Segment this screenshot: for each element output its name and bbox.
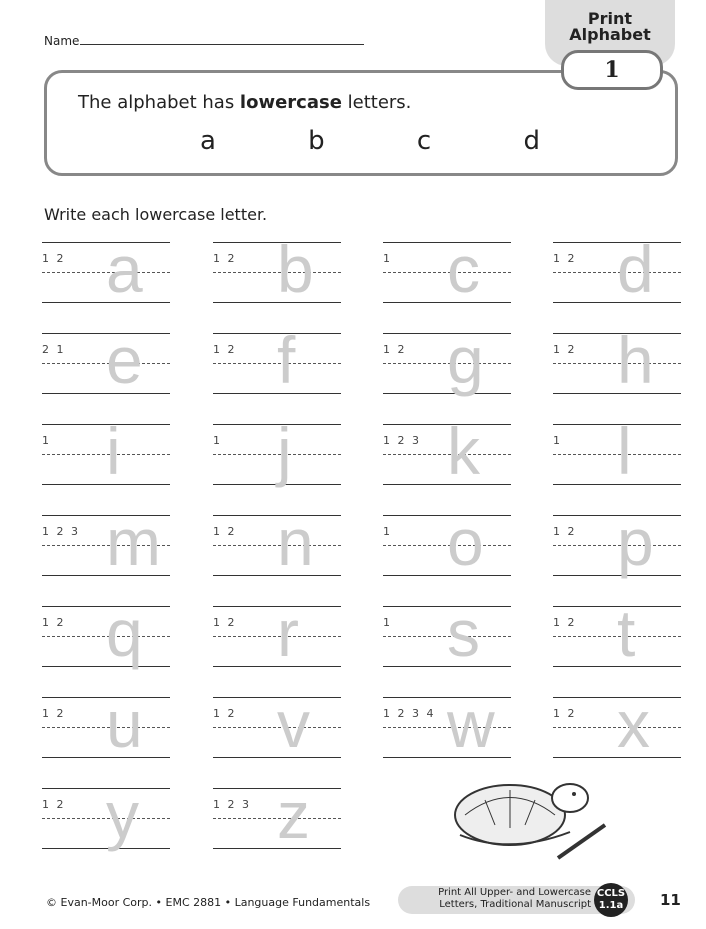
name-line[interactable] (80, 44, 364, 45)
unit-number: 1 (561, 50, 663, 90)
tab-title-1: Print (587, 9, 633, 28)
intro-letter: d (523, 126, 540, 156)
intro-text (78, 92, 411, 113)
trace-letter: y (106, 778, 139, 852)
trace-letter: f (277, 323, 296, 397)
stroke-order-numbers: 1 2 (553, 707, 577, 720)
trace-letter: d (617, 232, 654, 306)
letter-practice-cell[interactable] (383, 414, 511, 514)
trace-letter: n (277, 505, 314, 579)
trace-letter: x (617, 687, 650, 761)
letter-practice-cell[interactable] (553, 232, 681, 332)
letter-practice-cell[interactable] (553, 323, 681, 423)
letter-practice-cell[interactable] (213, 687, 341, 787)
stroke-order-numbers: 2 1 (42, 343, 66, 356)
letter-practice-cell[interactable] (213, 414, 341, 514)
intro-letter: c (416, 126, 432, 156)
intro-letter: a (200, 126, 216, 156)
stroke-order-numbers: 1 2 (42, 252, 66, 265)
stroke-order-numbers: 1 2 3 (42, 525, 80, 538)
ccls-badge (594, 883, 628, 917)
stroke-order-numbers: 1 2 (213, 525, 237, 538)
letter-practice-cell[interactable] (553, 414, 681, 514)
trace-letter: p (617, 505, 654, 579)
letter-practice-cell[interactable] (42, 232, 170, 332)
trace-letter: v (277, 687, 310, 761)
trace-letter: i (106, 414, 121, 488)
standard-line-1: Print All Upper- and Lowercase (438, 887, 591, 898)
stroke-order-numbers: 1 (42, 434, 51, 447)
tab-title-2: Alphabet (569, 25, 651, 44)
stroke-order-numbers: 1 2 (42, 707, 66, 720)
trace-letter: l (617, 414, 632, 488)
intro-text-bold: lowercase (239, 92, 342, 113)
ccls-label: CCLS (596, 888, 626, 899)
trace-letter: w (447, 687, 495, 761)
letter-practice-cell[interactable] (553, 596, 681, 696)
stroke-order-numbers: 1 2 (213, 616, 237, 629)
letter-practice-cell[interactable] (42, 596, 170, 696)
stroke-order-numbers: 1 (383, 252, 392, 265)
stroke-order-numbers: 1 (553, 434, 562, 447)
trace-letter: t (617, 596, 636, 670)
letter-practice-cell[interactable] (383, 596, 511, 696)
letter-practice-cell[interactable] (42, 778, 170, 878)
letter-practice-cell[interactable] (42, 505, 170, 605)
trace-letter: b (277, 232, 314, 306)
trace-letter: a (106, 232, 143, 306)
trace-letter: g (447, 323, 484, 397)
stroke-order-numbers: 1 2 (553, 525, 577, 538)
stroke-order-numbers: 1 2 3 (213, 798, 251, 811)
letter-practice-cell[interactable] (383, 232, 511, 332)
stroke-order-numbers: 1 (383, 525, 392, 538)
letter-practice-cell[interactable] (42, 414, 170, 514)
trace-letter: j (277, 414, 292, 488)
page-number: 11 (660, 891, 681, 909)
letter-practice-cell[interactable] (383, 505, 511, 605)
intro-text-a: The alphabet has (78, 92, 240, 113)
trace-letter: q (106, 596, 143, 670)
stroke-order-numbers: 1 2 (383, 343, 407, 356)
trace-letter: e (106, 323, 143, 397)
trace-letter: h (617, 323, 654, 397)
stroke-order-numbers: 1 2 (213, 343, 237, 356)
letter-practice-cell[interactable] (383, 323, 511, 423)
standard-description (402, 887, 591, 911)
trace-letter: z (277, 778, 310, 852)
stroke-order-numbers: 1 2 (553, 343, 577, 356)
stroke-order-numbers: 1 2 (553, 252, 577, 265)
stroke-order-numbers: 1 2 (213, 707, 237, 720)
letter-practice-cell[interactable] (213, 596, 341, 696)
letter-practice-cell[interactable] (553, 505, 681, 605)
instruction: Write each lowercase letter. (44, 205, 268, 224)
stroke-order-numbers: 1 2 3 4 (383, 707, 436, 720)
stroke-order-numbers: 1 2 (553, 616, 577, 629)
letter-practice-cell[interactable] (213, 232, 341, 332)
stroke-order-numbers: 1 2 (42, 798, 66, 811)
ccls-code: 1.1a (598, 900, 624, 911)
standard-line-2: Letters, Traditional Manuscript (439, 899, 591, 910)
trace-letter: r (277, 596, 299, 670)
stroke-order-numbers: 1 2 (213, 252, 237, 265)
intro-letters (200, 126, 540, 156)
turtle-illustration (440, 770, 620, 865)
intro-text-b: letters. (341, 92, 412, 113)
stroke-order-numbers: 1 2 (42, 616, 66, 629)
trace-letter: u (106, 687, 143, 761)
letter-practice-cell[interactable] (42, 687, 170, 787)
stroke-order-numbers: 1 2 3 (383, 434, 421, 447)
letter-practice-cell[interactable] (213, 323, 341, 423)
letter-practice-cell[interactable] (213, 505, 341, 605)
letter-practice-cell[interactable] (42, 323, 170, 423)
stroke-order-numbers: 1 (383, 616, 392, 629)
letter-practice-cell[interactable] (213, 778, 341, 878)
name-label: Name (44, 34, 80, 48)
trace-letter: m (106, 505, 161, 579)
stroke-order-numbers: 1 (213, 434, 222, 447)
trace-letter: o (447, 505, 484, 579)
intro-letter: b (308, 126, 325, 156)
trace-letter: s (447, 596, 480, 670)
copyright: © Evan-Moor Corp. • EMC 2881 • Language Fundamentals (46, 896, 371, 909)
trace-letter: c (447, 232, 480, 306)
trace-letter: k (447, 414, 480, 488)
